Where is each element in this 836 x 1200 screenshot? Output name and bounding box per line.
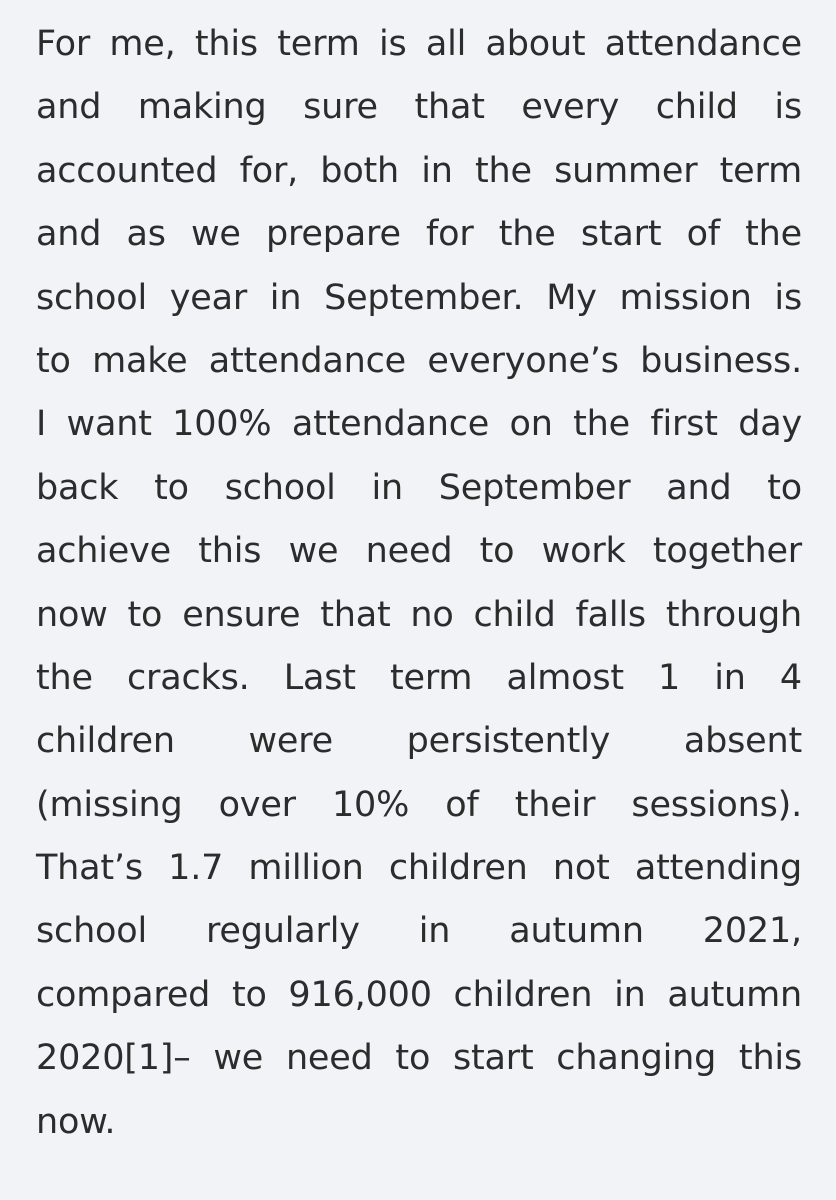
paragraph-line: I want 100% attendance on the first day [36, 404, 802, 445]
paragraph-line: For me, this term is all about attendance [36, 24, 802, 64]
paragraph-line: compared to 916,000 children in autumn [36, 974, 802, 1015]
paragraph-line: now to ensure that no child falls through [36, 594, 802, 635]
paragraph-line: achieve this we need to work together [36, 531, 802, 572]
paragraph-line: now. [36, 1101, 116, 1142]
paragraph-line: to make attendance everyone’s business. [36, 340, 802, 381]
paragraph-line: the cracks. Last term almost 1 in 4 [36, 657, 802, 698]
paragraph-line: accounted for, both in the summer term [36, 150, 802, 191]
paragraph-line: (missing over 10% of their sessions). [36, 784, 802, 825]
paragraph-line: 2020[1]– we need to start changing this [36, 1038, 802, 1079]
article-paragraph [36, 13, 802, 1154]
paragraph-line: and as we prepare for the start of the [36, 214, 802, 255]
paragraph-line: and making sure that every child is [36, 87, 802, 128]
paragraph-line: school year in September. My mission is [36, 277, 802, 318]
paragraph-line: children were persistently absent [36, 721, 802, 762]
paragraph-line: back to school in September and to [36, 467, 802, 508]
paragraph-line: school regularly in autumn 2021, [36, 911, 802, 952]
paragraph-line: That’s 1.7 million children not attending [36, 848, 802, 889]
